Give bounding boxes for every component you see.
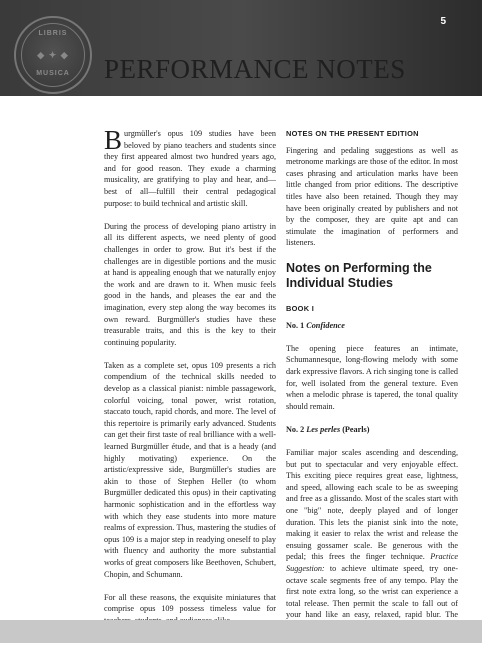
left-column [104, 125, 276, 638]
study-2-title [286, 424, 458, 436]
paragraph-4: For all these reasons, the exquisite miniatures that comprise opus 109 possess timeless value for [104, 592, 276, 614]
notes-heading: Notes on Performing the Individual Studies [286, 260, 432, 290]
study-2-text-main: Familiar major scales ascending and descending, but put to spectacular and very enjoyable effect. This exciting piece requires great ease, lightness, and speed, allowing each scale to be as sweeping and free as a glissando. Most of the scales start with one "big" note, deeply played and of longer duration. This lets the pianist sink into the note, making it easier to relax the wrist and release the ensuing gossamer scale. Be generous with the pedal; this frees the finger technique. [286, 448, 458, 562]
intro-text: urgmüller's opus 109 studies have been beloved by piano teachers and students since they first appeared almost two hundred years ago, and for good reason. They exude a charming musicality, are gratifying to play and hear, and—best of all—fulfill their central pedagogical purpose: to build technical and artistic skill. [104, 129, 276, 208]
footer-band [0, 620, 482, 643]
study-2-translation: (Pearls) [342, 424, 370, 434]
right-column [286, 128, 458, 656]
page-title: PERFORMANCE NOTES [104, 54, 406, 84]
drop-cap: B [104, 125, 123, 155]
library-seal-emblem: LIBRIS ◆ ✦ ◆ MUSICA [14, 16, 92, 94]
edition-paragraph: Fingering and pedaling suggestions as well as metronome markings are those of the editor. In most cases phrasing and articulation marks have been little changed from prior editions. The descriptive titles have also been retained. Though they may have been originally created by publishers and not by the composer, they are quite apt and can stimulate the imagination of performers and listeners. [286, 145, 458, 248]
paragraph-3: Taken as a complete set, opus 109 presents a rich compendium of the technical skills needed to develop as a classical pianist: nimble passagework, colorful voicing, tonal power, wrist rotation, staccato touch, rapid chords, and more. The level of this repertoire is primarily early advanced. Students can get their first taste of real brilliance with a well-learned Burgmüller étude, and that is a heady (and highly motivating) experience. On the artistic/expressive side, Burgmüller's studies are akin to those of Stephen Heller (to whom Burgmüller dedicated this opus) in their captivating harmonic sophistication and in the effortless way with which they ease students into more mature realms of expression. Thus, mastering the studies of opus 109 is a major step in readying oneself to play with fluency and authority the more substantial works of great composers like Beethoven, Schubert, Chopin, and Schumann. [104, 360, 276, 579]
study-2-number: No. 2 [286, 424, 305, 434]
edition-heading: NOTES ON THE PRESENT EDITION [286, 129, 419, 138]
study-2-text-suggestion: to achieve ultimate speed, try one-octave scale segments free of any tempo. Play the first note extra long, so the wrist can experience a total release. Then permit the scale to fall out of your hand like an easy, relaxed, rapid blur. The [286, 564, 459, 620]
study-1-title [286, 320, 458, 332]
practice-suggestion-label: Practice Suggestion: [286, 552, 458, 573]
paragraph-2: During the process of developing piano artistry in all its different aspects, we need plenty of good challenges in order to grow. But it's best if the challenges are in digestible portions and the music at hand is appealing enough that we naturally enjoy the work and are drawn to it. When music feels good in the hands, and pleases the ear and the imagination, every step along the way becomes its own reward. Burgmüller's studies have these treasurable traits, and this is the key to their continuing popularity. [104, 221, 276, 347]
study-1-text: The opening piece features an intimate, Schumannesque, long-flowing melody with some dark expressive flavors. A rich singing tone is called for, well isolated from the general texture. Even when a melodic phrase is tapered, the tonal quality should remain. [286, 343, 458, 411]
study-2-name: Les perles [306, 424, 341, 434]
study-1-number: No. 1 [286, 320, 305, 330]
book-label: BOOK I [286, 303, 315, 313]
intro-paragraph [104, 125, 276, 209]
page-number: 5 [440, 16, 446, 27]
study-2-text [286, 447, 458, 644]
study-1-name: Confidence [306, 320, 345, 330]
